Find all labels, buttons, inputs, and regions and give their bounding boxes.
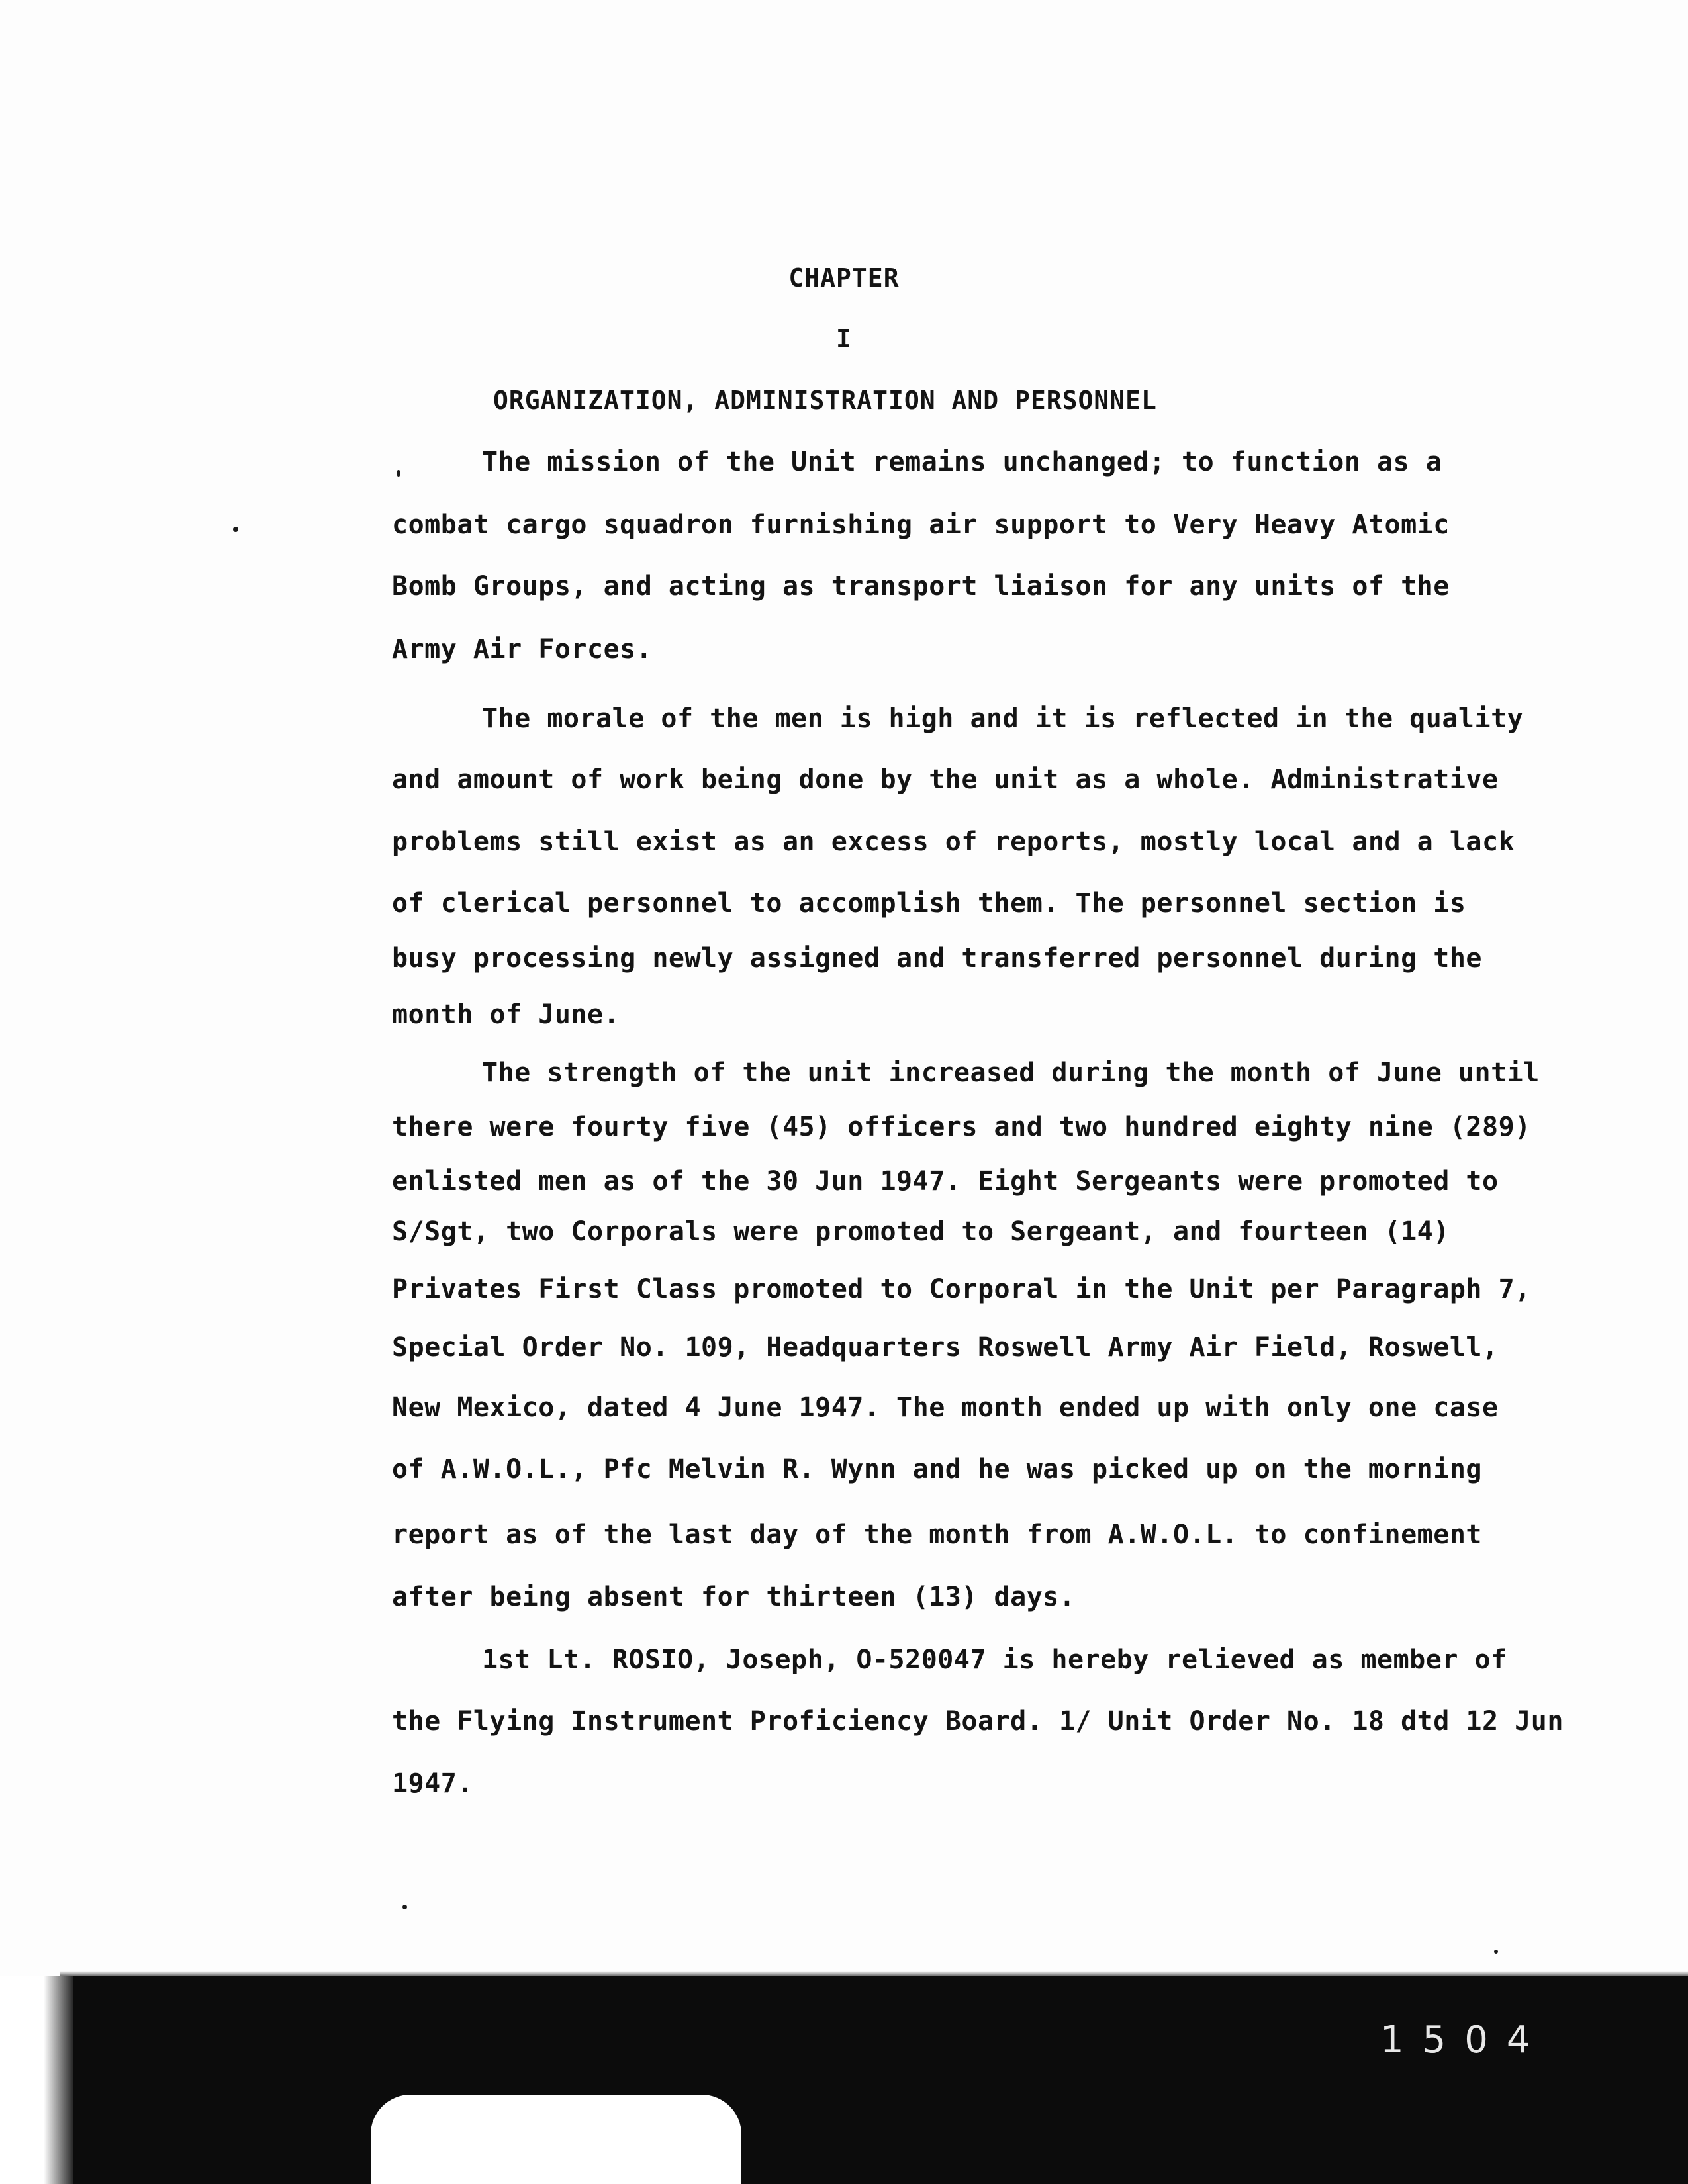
text-line: Army Air Forces. (392, 634, 653, 664)
text-line: there were fourty five (45) officers and two hundred eighty nine (289) (392, 1112, 1531, 1142)
text-line: month of June. (392, 999, 620, 1030)
scan-speck (233, 527, 238, 532)
text-line: combat cargo squadron furnishing air support to Very Heavy Atomic (392, 510, 1450, 540)
text-line: busy processing newly assigned and transferred personnel during the (392, 943, 1482, 974)
chapter-title: ORGANIZATION, ADMINISTRATION AND PERSONNEL (493, 386, 1157, 415)
scan-speck (397, 470, 400, 477)
scan-speck (402, 1905, 407, 1909)
film-strip (46, 1976, 1688, 2184)
text-line: 1st Lt. ROSIO, Joseph, O-520047 is hereby relieved as member of (482, 1645, 1507, 1675)
text-line: and amount of work being done by the unit as a whole. Administrative (392, 764, 1499, 795)
text-line: The mission of the Unit remains unchanged; to function as a (482, 447, 1442, 477)
text-line: The morale of the men is high and it is reflected in the quality (482, 704, 1524, 734)
text-line: report as of the last day of the month from A.W.O.L. to confinement (392, 1520, 1482, 1550)
text-line: Bomb Groups, and acting as transport liaison for any units of the (392, 571, 1450, 602)
text-line: enlisted men as of the 30 Jun 1947. Eight Sergeants were promoted to (392, 1166, 1499, 1197)
chapter-number: I (836, 324, 852, 353)
text-line: S/Sgt, two Corporals were promoted to Sergeant, and fourteen (14) (392, 1216, 1450, 1247)
text-line: problems still exist as an excess of reports, mostly local and a lack (392, 827, 1515, 857)
text-line: New Mexico, dated 4 June 1947. The month ended up with only one case (392, 1392, 1499, 1423)
scan-speck (1494, 1950, 1498, 1954)
text-line: The strength of the unit increased during the month of June until (482, 1058, 1540, 1088)
text-line: Privates First Class promoted to Corporal in the Unit per Paragraph 7, (392, 1274, 1531, 1304)
chapter-label: CHAPTER (788, 263, 900, 293)
text-line: Special Order No. 109, Headquarters Roswell Army Air Field, Roswell, (392, 1332, 1499, 1363)
text-line: the Flying Instrument Proficiency Board. 1/ Unit Order No. 18 dtd 12 Jun (392, 1706, 1564, 1737)
film-strip-notch (371, 2095, 741, 2184)
text-line: of clerical personnel to accomplish them. The personnel section is (392, 888, 1466, 919)
frame-number: 1504 (1380, 2019, 1549, 2062)
text-line: of A.W.O.L., Pfc Melvin R. Wynn and he was picked up on the morning (392, 1454, 1482, 1484)
text-line: 1947. (392, 1768, 473, 1799)
film-strip-left-edge (0, 1976, 73, 2184)
text-line: after being absent for thirteen (13) days. (392, 1582, 1076, 1612)
